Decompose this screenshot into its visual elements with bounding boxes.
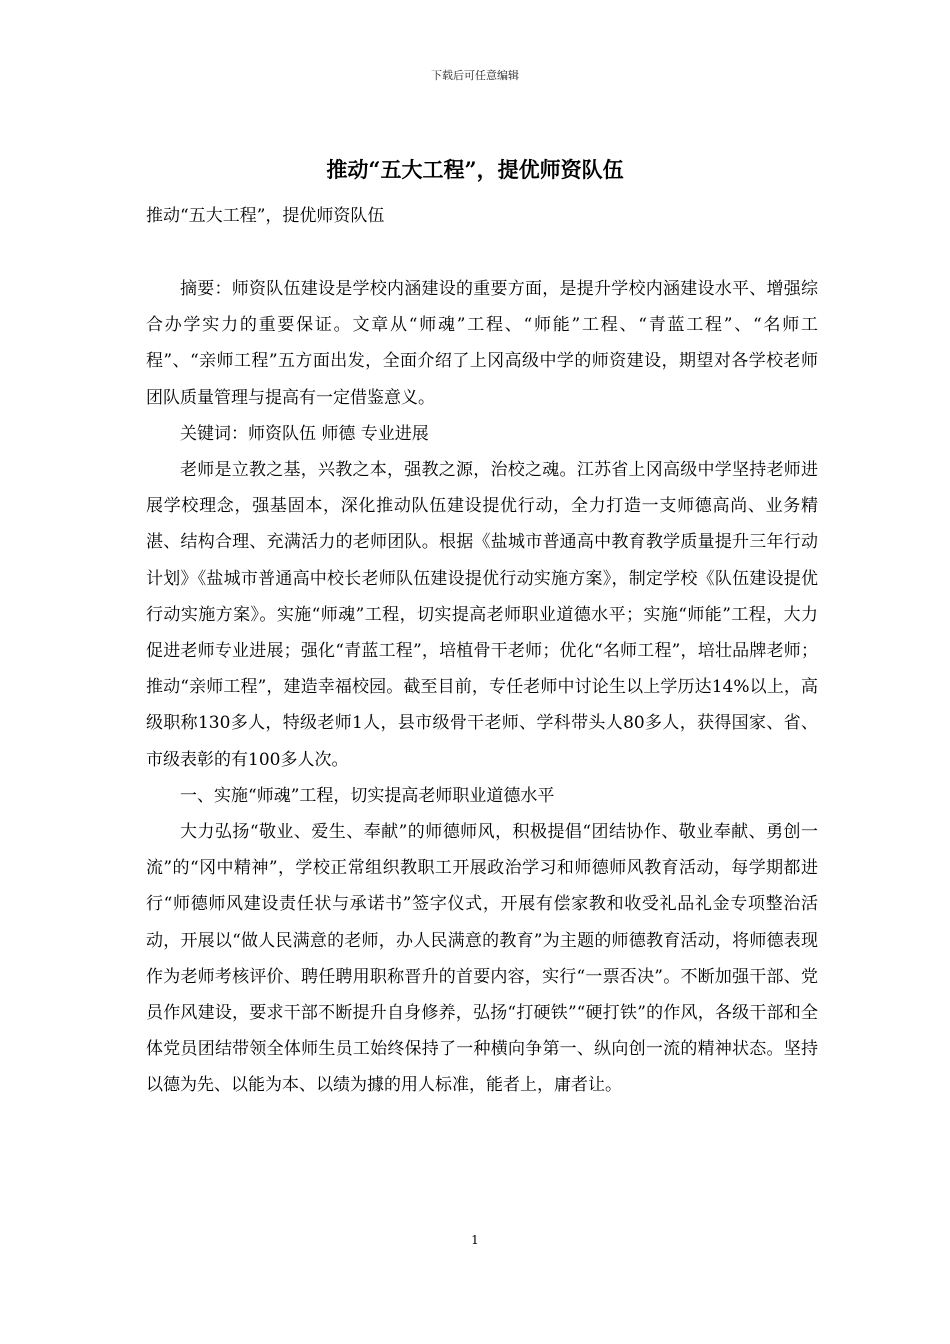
section-1-paragraph: 大力弘扬“敬业、爱生、奉献”的师德师风，积极提倡“团结协作、敬业奉献、勇创一流”的“冈中精神”，学校正常组织教职工开展政治学习和师德师风教育活动，每学期都进行“师德师风建设责任状与承诺书”签字仪式，开展有偿家教和收受礼品礼金专项整治活动，开展以“做人民满意的老师，办人民满意的教育”为主题的师德教育活动，将师德表现作为老师考核评价、聘任聘用职称晋升的首要内容，实行“一票否决”。不断加强干部、党员作风建设，要求干部不断提升自身修养，弘扬“打硬铁”“硬打铁”的作风，各级干部和全体党员团结带领全体师生员工始终保持了一种横向争第一、纵向创一流的精神状态。坚持以德为先、以能为本、以绩为據的用人标准，能者上，庸者让。 bbox=[146, 822, 818, 1096]
keywords-paragraph: 关键词：师资队伍 师德 专业进展 bbox=[180, 423, 429, 444]
page-header-note: 下载后可任意编辑 bbox=[431, 69, 519, 82]
document-body bbox=[146, 271, 818, 1104]
document-subtitle: 推动“五大工程”，提优师资队伍 bbox=[146, 206, 385, 226]
abstract-paragraph: 摘要：师资队伍建设是学校内涵建设的重要方面，是提升学校内涵建设水平、增强综合办学实力的重要保证。文章从“师魂”工程、“师能”工程、“青蓝工程”、“名师工程”、“亲师工程”五方面出发，全面介绍了上冈高级中学的师资建设，期望对各学校老师团队质量管理与提高有一定借鉴意义。 bbox=[146, 279, 818, 408]
page-number: 1 bbox=[471, 1233, 479, 1247]
intro-paragraph: 老师是立教之基，兴教之本，强教之源，治校之魂。江苏省上冈高级中学坚持老师进展学校理念，强基固本，深化推动队伍建设提优行动，全力打造一支师德高尚、业务精湛、结构合理、充满活力的老师团队。根据《盐城市普通高中教育教学质量提升三年行动计划》《盐城市普通高中校长老师队伍建设提优行动实施方案》，制定学校《队伍建设提优行动实施方案》。实施“师魂”工程，切实提高老师职业道德水平；实施“师能”工程，大力促进老师专业进展；强化“青蓝工程”，培植骨干老师；优化“名师工程”，培壮品牌老师；推动“亲师工程”，建造幸福校园。截至目前，专任老师中讨论生以上学历达14%以上，高级职称130多人，特级老师1人，县市级骨干老师、学科带头人80多人，获得国家、省、市级表彰的有100多人次。 bbox=[146, 460, 818, 770]
document-title: 推动“五大工程”，提优师资队伍 bbox=[326, 157, 624, 182]
section-heading-1: 一、实施“师魂”工程，切实提高老师职业道德水平 bbox=[180, 785, 555, 806]
